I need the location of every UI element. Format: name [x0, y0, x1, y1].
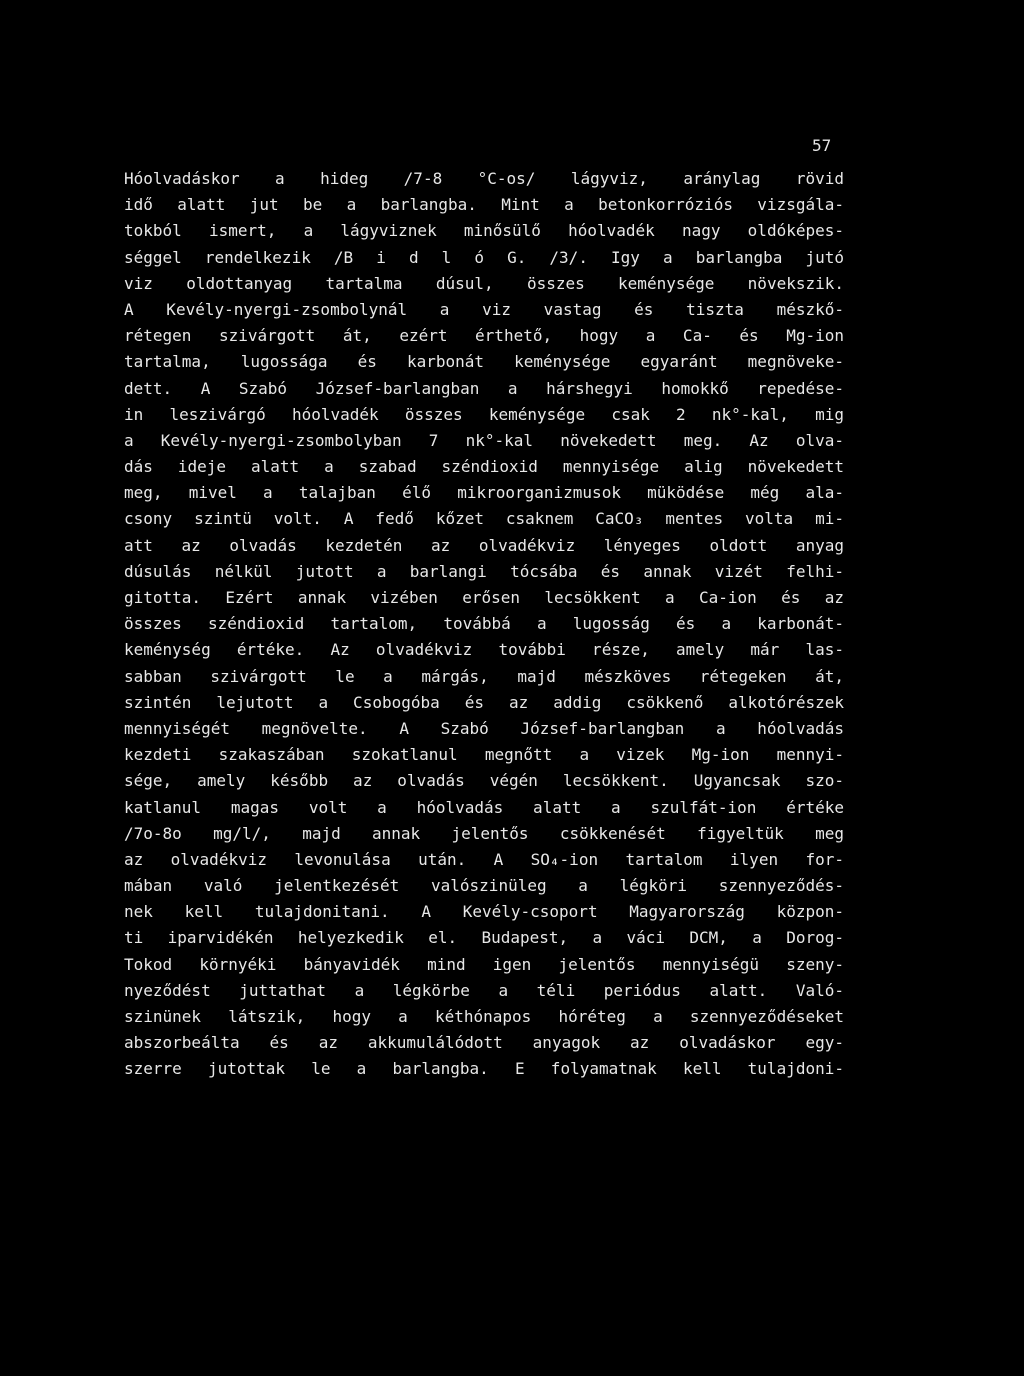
text-line: meg, mivel a talajban élő mikroorganizmusok müködése még ala-	[124, 483, 844, 503]
text-line: idő alatt jut be a barlangba. Mint a betonkorróziós vizsgála-	[124, 195, 844, 215]
text-line: dás ideje alatt a szabad széndioxid mennyisége alig növekedett	[124, 457, 844, 477]
text-line: mennyiségét megnövelte. A Szabó József-barlangban a hóolvadás	[124, 718, 844, 738]
text-line: att az olvadás kezdetén az olvadékviz lényeges oldott anyag	[124, 535, 844, 555]
text-line: /7o-8o mg/l/, majd annak jelentős csökkenését figyeltük meg	[124, 823, 844, 843]
text-line: dett. A Szabó József-barlangban a hárshegyi homokkő repedése-	[124, 378, 844, 398]
body-text	[124, 166, 844, 1083]
text-line: abszorbeálta és az akkumulálódott anyagok az olvadáskor egy-	[124, 1033, 844, 1053]
text-line: tokból ismert, a lágyviznek minősülő hóolvadék nagy oldóképes-	[124, 221, 844, 241]
text-line: Tokod környéki bányavidék mind igen jelentős mennyiségü szeny-	[124, 954, 844, 974]
text-line: sabban szivárgott le a márgás, majd mészköves rétegeken át,	[124, 666, 844, 686]
text-line: katlanul magas volt a hóolvadás alatt a szulfát-ion értéke	[124, 797, 844, 817]
text-line: keménység értéke. Az olvadékviz további része, amely már las-	[124, 640, 844, 660]
text-line: gitotta. Ezért annak vizében erősen lecsökkent a Ca-ion és az	[124, 588, 844, 607]
text-line: nek kell tulajdonitani. A Kevély-csoport Magyarország közpon-	[124, 902, 844, 922]
text-line: viz oldottanyag tartalma dúsul, összes keménysége növekszik.	[124, 273, 844, 293]
page-number: 57	[812, 136, 832, 155]
text-line: szintén lejutott a Csobogóba és az addig csökkenő alkotórészek	[124, 692, 844, 712]
text-line: szerre jutottak le a barlangba. E folyamatnak kell tulajdoni-	[124, 1059, 844, 1079]
text-line: szinünek látszik, hogy a kéthónapos hóréteg a szennyeződéseket	[124, 1007, 844, 1026]
text-line: mában való jelentkezését valószinüleg a légköri szennyeződés-	[124, 876, 844, 896]
text-line: kezdeti szakaszában szokatlanul megnőtt a vizek Mg-ion mennyi-	[124, 745, 844, 765]
text-line: a Kevély-nyergi-zsombolyban 7 nk°-kal növekedett meg. Az olva-	[124, 430, 844, 450]
text-line: dúsulás nélkül jutott a barlangi tócsába és annak vizét felhi-	[124, 561, 844, 581]
text-line: összes széndioxid tartalom, továbbá a lugosság és a karbonát-	[124, 614, 844, 634]
text-line: sége, amely később az olvadás végén lecsökkent. Ugyancsak szo-	[124, 771, 844, 791]
text-line: Hóolvadáskor a hideg /7-8 °C-os/ lágyviz, aránylag rövid	[124, 169, 844, 188]
text-line: séggel rendelkezik /B i d l ó G. /3/. Igy a barlangba jutó	[124, 247, 844, 267]
text-line: az olvadékviz levonulása után. A SO₄-ion tartalom ilyen for-	[124, 849, 844, 869]
text-line: ti iparvidékén helyezkedik el. Budapest, a váci DCM, a Dorog-	[124, 928, 844, 948]
text-line: in leszivárgó hóolvadék összes keménysége csak 2 nk°-kal, mig	[124, 404, 844, 424]
text-line: csony szintü volt. A fedő kőzet csaknem CaCO₃ mentes volta mi-	[124, 509, 844, 529]
text-line: nyeződést juttathat a légkörbe a téli periódus alatt. Való-	[124, 980, 844, 1000]
text-line: tartalma, lugossága és karbonát keménysége egyaránt megnöveke-	[124, 352, 844, 372]
text-line: A Kevély-nyergi-zsombolynál a viz vastag és tiszta mészkő-	[124, 299, 844, 319]
text-line: rétegen szivárgott át, ezért érthető, hogy a Ca- és Mg-ion	[124, 326, 844, 346]
